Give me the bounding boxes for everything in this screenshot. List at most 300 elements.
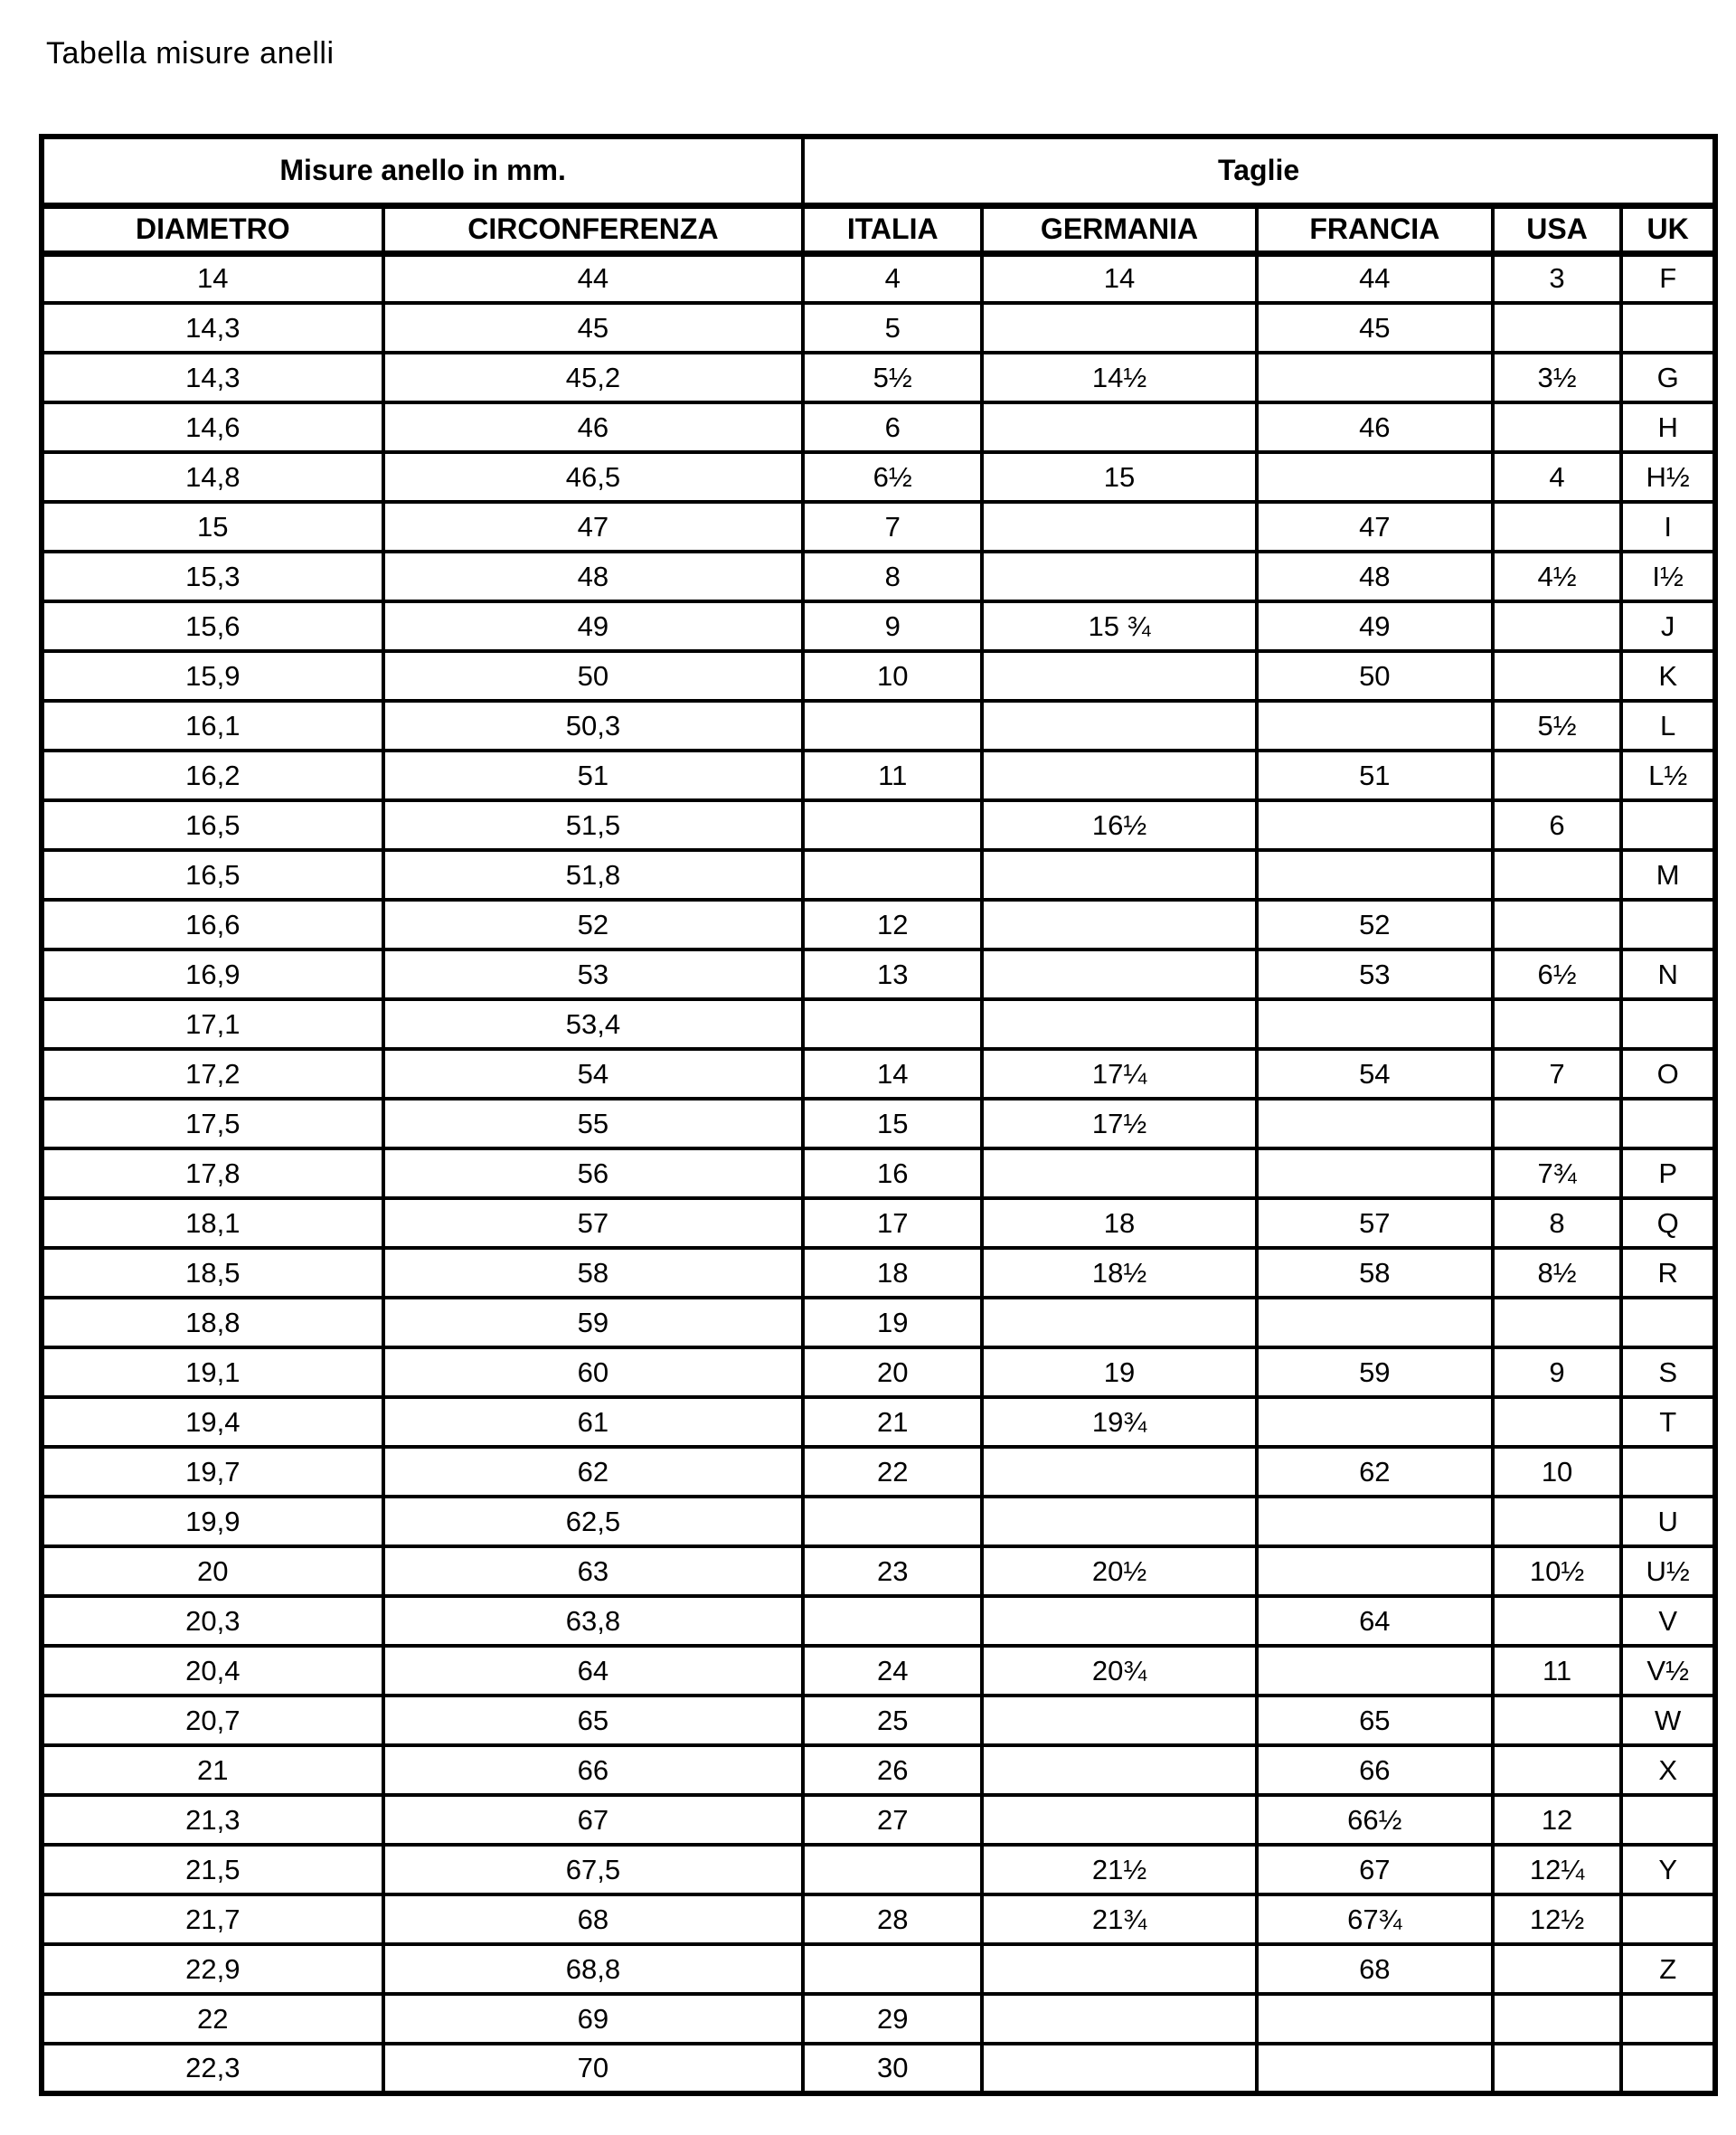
cell-circonferenza: 62,5 bbox=[383, 1497, 804, 1546]
table-row bbox=[42, 601, 1715, 651]
cell-italia: 29 bbox=[803, 1994, 982, 2044]
cell-diametro: 21,3 bbox=[42, 1795, 383, 1845]
cell-diametro: 16,9 bbox=[42, 949, 383, 999]
cell-usa: 10½ bbox=[1493, 1546, 1622, 1596]
table-row bbox=[42, 900, 1715, 949]
cell-diametro: 21 bbox=[42, 1745, 383, 1795]
column-header-italia: ITALIA bbox=[803, 205, 982, 253]
cell-germania bbox=[982, 751, 1257, 800]
cell-germania: 20¾ bbox=[982, 1646, 1257, 1696]
cell-uk bbox=[1621, 1894, 1715, 1944]
cell-francia: 50 bbox=[1257, 651, 1493, 701]
cell-italia: 24 bbox=[803, 1646, 982, 1696]
cell-germania bbox=[982, 1795, 1257, 1845]
cell-francia bbox=[1257, 999, 1493, 1049]
cell-uk: L½ bbox=[1621, 751, 1715, 800]
cell-germania bbox=[982, 1944, 1257, 1994]
cell-germania: 21¾ bbox=[982, 1894, 1257, 1944]
cell-francia: 46 bbox=[1257, 402, 1493, 452]
cell-circonferenza: 44 bbox=[383, 253, 804, 303]
cell-diametro: 15 bbox=[42, 502, 383, 552]
cell-circonferenza: 53,4 bbox=[383, 999, 804, 1049]
cell-germania: 16½ bbox=[982, 800, 1257, 850]
cell-germania: 14 bbox=[982, 253, 1257, 303]
cell-germania bbox=[982, 1596, 1257, 1646]
cell-uk: M bbox=[1621, 850, 1715, 900]
table-row bbox=[42, 353, 1715, 402]
cell-circonferenza: 67,5 bbox=[383, 1845, 804, 1894]
table-row bbox=[42, 1795, 1715, 1845]
cell-usa: 6 bbox=[1493, 800, 1622, 850]
cell-francia: 64 bbox=[1257, 1596, 1493, 1646]
table-row bbox=[42, 303, 1715, 353]
cell-usa bbox=[1493, 502, 1622, 552]
cell-francia: 51 bbox=[1257, 751, 1493, 800]
cell-uk bbox=[1621, 2044, 1715, 2093]
table-row bbox=[42, 1596, 1715, 1646]
cell-francia bbox=[1257, 1497, 1493, 1546]
cell-circonferenza: 58 bbox=[383, 1248, 804, 1298]
cell-francia: 47 bbox=[1257, 502, 1493, 552]
table-row bbox=[42, 651, 1715, 701]
cell-circonferenza: 50 bbox=[383, 651, 804, 701]
cell-usa: 4 bbox=[1493, 452, 1622, 502]
cell-francia bbox=[1257, 1099, 1493, 1148]
cell-uk bbox=[1621, 1447, 1715, 1497]
cell-circonferenza: 66 bbox=[383, 1745, 804, 1795]
cell-diametro: 16,5 bbox=[42, 800, 383, 850]
cell-germania bbox=[982, 850, 1257, 900]
cell-uk bbox=[1621, 900, 1715, 949]
cell-germania bbox=[982, 701, 1257, 751]
cell-circonferenza: 47 bbox=[383, 502, 804, 552]
cell-uk: F bbox=[1621, 253, 1715, 303]
cell-italia: 4 bbox=[803, 253, 982, 303]
cell-circonferenza: 56 bbox=[383, 1148, 804, 1198]
table-row bbox=[42, 1347, 1715, 1397]
table-row bbox=[42, 1845, 1715, 1894]
cell-circonferenza: 48 bbox=[383, 552, 804, 601]
cell-germania bbox=[982, 502, 1257, 552]
cell-germania bbox=[982, 1696, 1257, 1745]
cell-uk: H bbox=[1621, 402, 1715, 452]
cell-uk: Z bbox=[1621, 1944, 1715, 1994]
cell-diametro: 19,9 bbox=[42, 1497, 383, 1546]
cell-italia bbox=[803, 850, 982, 900]
cell-francia: 53 bbox=[1257, 949, 1493, 999]
cell-germania: 17½ bbox=[982, 1099, 1257, 1148]
group-header-taglie: Taglie bbox=[803, 137, 1715, 205]
column-header-usa: USA bbox=[1493, 205, 1622, 253]
cell-italia: 22 bbox=[803, 1447, 982, 1497]
cell-diametro: 14 bbox=[42, 253, 383, 303]
cell-francia: 62 bbox=[1257, 1447, 1493, 1497]
cell-italia: 20 bbox=[803, 1347, 982, 1397]
cell-italia: 17 bbox=[803, 1198, 982, 1248]
cell-uk: Y bbox=[1621, 1845, 1715, 1894]
cell-uk: H½ bbox=[1621, 452, 1715, 502]
cell-italia: 25 bbox=[803, 1696, 982, 1745]
table-row bbox=[42, 1447, 1715, 1497]
cell-uk: U½ bbox=[1621, 1546, 1715, 1596]
cell-usa bbox=[1493, 900, 1622, 949]
table-row bbox=[42, 850, 1715, 900]
cell-diametro: 20,3 bbox=[42, 1596, 383, 1646]
cell-usa bbox=[1493, 2044, 1622, 2093]
table-row bbox=[42, 1944, 1715, 1994]
cell-usa: 9 bbox=[1493, 1347, 1622, 1397]
cell-francia: 48 bbox=[1257, 552, 1493, 601]
cell-diametro: 16,1 bbox=[42, 701, 383, 751]
cell-usa bbox=[1493, 303, 1622, 353]
cell-germania: 14½ bbox=[982, 353, 1257, 402]
cell-italia: 26 bbox=[803, 1745, 982, 1795]
cell-usa: 11 bbox=[1493, 1646, 1622, 1696]
table-row bbox=[42, 1696, 1715, 1745]
table-row bbox=[42, 1148, 1715, 1198]
cell-diametro: 15,9 bbox=[42, 651, 383, 701]
cell-circonferenza: 68 bbox=[383, 1894, 804, 1944]
table-row bbox=[42, 253, 1715, 303]
cell-circonferenza: 63,8 bbox=[383, 1596, 804, 1646]
cell-diametro: 22,3 bbox=[42, 2044, 383, 2093]
page-title: Tabella misure anelli bbox=[46, 36, 335, 71]
table-row bbox=[42, 800, 1715, 850]
cell-francia bbox=[1257, 1298, 1493, 1347]
cell-usa: 8 bbox=[1493, 1198, 1622, 1248]
cell-uk bbox=[1621, 1298, 1715, 1347]
cell-germania: 20½ bbox=[982, 1546, 1257, 1596]
cell-diametro: 17,2 bbox=[42, 1049, 383, 1099]
table-row bbox=[42, 1248, 1715, 1298]
cell-usa bbox=[1493, 999, 1622, 1049]
group-header-misure-anello: Misure anello in mm. bbox=[42, 137, 803, 205]
cell-diametro: 14,3 bbox=[42, 353, 383, 402]
cell-diametro: 14,3 bbox=[42, 303, 383, 353]
column-header-francia: FRANCIA bbox=[1257, 205, 1493, 253]
cell-italia: 30 bbox=[803, 2044, 982, 2093]
cell-usa bbox=[1493, 601, 1622, 651]
cell-germania: 19 bbox=[982, 1347, 1257, 1397]
cell-francia: 66½ bbox=[1257, 1795, 1493, 1845]
cell-francia bbox=[1257, 1397, 1493, 1447]
cell-germania bbox=[982, 1745, 1257, 1795]
cell-diametro: 16,2 bbox=[42, 751, 383, 800]
cell-germania bbox=[982, 1298, 1257, 1347]
cell-germania: 18½ bbox=[982, 1248, 1257, 1298]
table-row bbox=[42, 552, 1715, 601]
cell-circonferenza: 69 bbox=[383, 1994, 804, 2044]
cell-diametro: 22,9 bbox=[42, 1944, 383, 1994]
table-row bbox=[42, 1894, 1715, 1944]
cell-usa bbox=[1493, 751, 1622, 800]
table-row bbox=[42, 2044, 1715, 2093]
cell-usa bbox=[1493, 1994, 1622, 2044]
cell-francia bbox=[1257, 1546, 1493, 1596]
cell-circonferenza: 61 bbox=[383, 1397, 804, 1447]
cell-usa bbox=[1493, 402, 1622, 452]
cell-francia bbox=[1257, 800, 1493, 850]
cell-francia bbox=[1257, 2044, 1493, 2093]
cell-francia: 65 bbox=[1257, 1696, 1493, 1745]
cell-uk: W bbox=[1621, 1696, 1715, 1745]
column-header-germania: GERMANIA bbox=[982, 205, 1257, 253]
cell-germania: 21½ bbox=[982, 1845, 1257, 1894]
cell-francia bbox=[1257, 1148, 1493, 1198]
table-row bbox=[42, 1546, 1715, 1596]
cell-diametro: 16,5 bbox=[42, 850, 383, 900]
cell-diametro: 15,6 bbox=[42, 601, 383, 651]
cell-usa bbox=[1493, 1696, 1622, 1745]
cell-francia: 58 bbox=[1257, 1248, 1493, 1298]
cell-francia bbox=[1257, 1646, 1493, 1696]
cell-uk: V bbox=[1621, 1596, 1715, 1646]
cell-usa: 12½ bbox=[1493, 1894, 1622, 1944]
cell-circonferenza: 53 bbox=[383, 949, 804, 999]
cell-usa bbox=[1493, 1497, 1622, 1546]
table-row bbox=[42, 402, 1715, 452]
cell-circonferenza: 68,8 bbox=[383, 1944, 804, 1994]
cell-francia bbox=[1257, 452, 1493, 502]
cell-circonferenza: 52 bbox=[383, 900, 804, 949]
cell-diametro: 18,1 bbox=[42, 1198, 383, 1248]
cell-usa: 3 bbox=[1493, 253, 1622, 303]
cell-usa: 12 bbox=[1493, 1795, 1622, 1845]
cell-circonferenza: 67 bbox=[383, 1795, 804, 1845]
cell-italia bbox=[803, 1596, 982, 1646]
column-header-row bbox=[42, 205, 1715, 253]
cell-usa bbox=[1493, 1944, 1622, 1994]
cell-italia: 9 bbox=[803, 601, 982, 651]
cell-circonferenza: 59 bbox=[383, 1298, 804, 1347]
cell-diametro: 20,4 bbox=[42, 1646, 383, 1696]
cell-usa bbox=[1493, 1298, 1622, 1347]
cell-francia bbox=[1257, 701, 1493, 751]
cell-italia: 16 bbox=[803, 1148, 982, 1198]
cell-germania bbox=[982, 2044, 1257, 2093]
cell-circonferenza: 70 bbox=[383, 2044, 804, 2093]
cell-germania bbox=[982, 1447, 1257, 1497]
cell-usa: 3½ bbox=[1493, 353, 1622, 402]
cell-usa: 12¼ bbox=[1493, 1845, 1622, 1894]
cell-italia: 12 bbox=[803, 900, 982, 949]
cell-uk: K bbox=[1621, 651, 1715, 701]
cell-italia: 6½ bbox=[803, 452, 982, 502]
cell-italia bbox=[803, 1944, 982, 1994]
cell-circonferenza: 57 bbox=[383, 1198, 804, 1248]
cell-italia: 19 bbox=[803, 1298, 982, 1347]
cell-germania: 15 ¾ bbox=[982, 601, 1257, 651]
cell-germania bbox=[982, 552, 1257, 601]
cell-circonferenza: 54 bbox=[383, 1049, 804, 1099]
cell-germania bbox=[982, 1148, 1257, 1198]
cell-italia: 23 bbox=[803, 1546, 982, 1596]
cell-germania: 18 bbox=[982, 1198, 1257, 1248]
cell-circonferenza: 63 bbox=[383, 1546, 804, 1596]
table-row bbox=[42, 999, 1715, 1049]
cell-usa bbox=[1493, 1397, 1622, 1447]
cell-italia: 15 bbox=[803, 1099, 982, 1148]
cell-circonferenza: 49 bbox=[383, 601, 804, 651]
cell-italia: 21 bbox=[803, 1397, 982, 1447]
cell-germania: 15 bbox=[982, 452, 1257, 502]
cell-italia bbox=[803, 1497, 982, 1546]
cell-usa bbox=[1493, 1596, 1622, 1646]
table-row bbox=[42, 1099, 1715, 1148]
cell-circonferenza: 64 bbox=[383, 1646, 804, 1696]
cell-francia: 66 bbox=[1257, 1745, 1493, 1795]
cell-uk: T bbox=[1621, 1397, 1715, 1447]
table-row bbox=[42, 1198, 1715, 1248]
cell-uk: I bbox=[1621, 502, 1715, 552]
cell-usa: 7¾ bbox=[1493, 1148, 1622, 1198]
cell-italia bbox=[803, 1845, 982, 1894]
cell-italia: 5½ bbox=[803, 353, 982, 402]
cell-circonferenza: 65 bbox=[383, 1696, 804, 1745]
cell-circonferenza: 46,5 bbox=[383, 452, 804, 502]
cell-diametro: 17,8 bbox=[42, 1148, 383, 1198]
cell-usa: 6½ bbox=[1493, 949, 1622, 999]
cell-germania bbox=[982, 303, 1257, 353]
table-row bbox=[42, 949, 1715, 999]
cell-uk: N bbox=[1621, 949, 1715, 999]
cell-uk: L bbox=[1621, 701, 1715, 751]
cell-uk bbox=[1621, 1099, 1715, 1148]
cell-uk bbox=[1621, 800, 1715, 850]
cell-germania bbox=[982, 999, 1257, 1049]
cell-usa: 7 bbox=[1493, 1049, 1622, 1099]
cell-diametro: 18,5 bbox=[42, 1248, 383, 1298]
cell-italia: 13 bbox=[803, 949, 982, 999]
cell-diametro: 21,5 bbox=[42, 1845, 383, 1894]
cell-circonferenza: 60 bbox=[383, 1347, 804, 1397]
cell-germania bbox=[982, 949, 1257, 999]
cell-circonferenza: 51,5 bbox=[383, 800, 804, 850]
table-row bbox=[42, 1646, 1715, 1696]
cell-diametro: 14,6 bbox=[42, 402, 383, 452]
cell-italia: 10 bbox=[803, 651, 982, 701]
cell-italia: 18 bbox=[803, 1248, 982, 1298]
cell-francia bbox=[1257, 850, 1493, 900]
table-row bbox=[42, 1497, 1715, 1546]
cell-uk bbox=[1621, 303, 1715, 353]
cell-uk: Q bbox=[1621, 1198, 1715, 1248]
cell-francia: 67¾ bbox=[1257, 1894, 1493, 1944]
cell-uk: J bbox=[1621, 601, 1715, 651]
cell-francia bbox=[1257, 353, 1493, 402]
cell-francia: 45 bbox=[1257, 303, 1493, 353]
table-row bbox=[42, 502, 1715, 552]
cell-uk: P bbox=[1621, 1148, 1715, 1198]
cell-uk: O bbox=[1621, 1049, 1715, 1099]
cell-uk bbox=[1621, 1795, 1715, 1845]
cell-diametro: 14,8 bbox=[42, 452, 383, 502]
table-row bbox=[42, 452, 1715, 502]
cell-italia: 6 bbox=[803, 402, 982, 452]
cell-usa: 10 bbox=[1493, 1447, 1622, 1497]
cell-italia: 8 bbox=[803, 552, 982, 601]
cell-italia bbox=[803, 701, 982, 751]
cell-francia: 44 bbox=[1257, 253, 1493, 303]
cell-usa bbox=[1493, 651, 1622, 701]
cell-diametro: 22 bbox=[42, 1994, 383, 2044]
group-header-row bbox=[42, 137, 1715, 205]
cell-germania bbox=[982, 402, 1257, 452]
cell-diametro: 18,8 bbox=[42, 1298, 383, 1347]
cell-francia bbox=[1257, 1994, 1493, 2044]
column-header-circonferenza: CIRCONFERENZA bbox=[383, 205, 804, 253]
cell-uk: G bbox=[1621, 353, 1715, 402]
cell-usa: 5½ bbox=[1493, 701, 1622, 751]
cell-uk: I½ bbox=[1621, 552, 1715, 601]
cell-francia: 52 bbox=[1257, 900, 1493, 949]
cell-italia: 14 bbox=[803, 1049, 982, 1099]
cell-francia: 68 bbox=[1257, 1944, 1493, 1994]
cell-uk: V½ bbox=[1621, 1646, 1715, 1696]
cell-usa bbox=[1493, 850, 1622, 900]
cell-germania bbox=[982, 1497, 1257, 1546]
table-row bbox=[42, 1397, 1715, 1447]
cell-uk: X bbox=[1621, 1745, 1715, 1795]
table-row bbox=[42, 1745, 1715, 1795]
table-row bbox=[42, 1298, 1715, 1347]
cell-francia: 59 bbox=[1257, 1347, 1493, 1397]
cell-circonferenza: 55 bbox=[383, 1099, 804, 1148]
cell-usa: 8½ bbox=[1493, 1248, 1622, 1298]
cell-diametro: 16,6 bbox=[42, 900, 383, 949]
cell-diametro: 19,4 bbox=[42, 1397, 383, 1447]
cell-diametro: 15,3 bbox=[42, 552, 383, 601]
cell-circonferenza: 51,8 bbox=[383, 850, 804, 900]
cell-circonferenza: 45 bbox=[383, 303, 804, 353]
cell-italia: 27 bbox=[803, 1795, 982, 1845]
cell-circonferenza: 45,2 bbox=[383, 353, 804, 402]
cell-uk bbox=[1621, 999, 1715, 1049]
cell-italia: 7 bbox=[803, 502, 982, 552]
cell-uk: S bbox=[1621, 1347, 1715, 1397]
cell-usa bbox=[1493, 1099, 1622, 1148]
cell-uk: U bbox=[1621, 1497, 1715, 1546]
cell-circonferenza: 46 bbox=[383, 402, 804, 452]
cell-diametro: 19,7 bbox=[42, 1447, 383, 1497]
cell-germania bbox=[982, 1994, 1257, 2044]
cell-circonferenza: 62 bbox=[383, 1447, 804, 1497]
cell-italia: 11 bbox=[803, 751, 982, 800]
table-row bbox=[42, 701, 1715, 751]
cell-diametro: 19,1 bbox=[42, 1347, 383, 1397]
cell-uk: R bbox=[1621, 1248, 1715, 1298]
table-row bbox=[42, 751, 1715, 800]
cell-circonferenza: 51 bbox=[383, 751, 804, 800]
cell-francia: 54 bbox=[1257, 1049, 1493, 1099]
cell-germania bbox=[982, 900, 1257, 949]
column-header-diametro: DIAMETRO bbox=[42, 205, 383, 253]
cell-diametro: 21,7 bbox=[42, 1894, 383, 1944]
cell-circonferenza: 50,3 bbox=[383, 701, 804, 751]
cell-diametro: 17,1 bbox=[42, 999, 383, 1049]
cell-italia: 5 bbox=[803, 303, 982, 353]
cell-francia: 67 bbox=[1257, 1845, 1493, 1894]
table-row bbox=[42, 1994, 1715, 2044]
column-header-uk: UK bbox=[1621, 205, 1715, 253]
cell-diametro: 20,7 bbox=[42, 1696, 383, 1745]
ring-size-table bbox=[39, 134, 1718, 2096]
cell-germania: 19¾ bbox=[982, 1397, 1257, 1447]
cell-uk bbox=[1621, 1994, 1715, 2044]
cell-italia: 28 bbox=[803, 1894, 982, 1944]
table-row bbox=[42, 1049, 1715, 1099]
cell-diametro: 17,5 bbox=[42, 1099, 383, 1148]
